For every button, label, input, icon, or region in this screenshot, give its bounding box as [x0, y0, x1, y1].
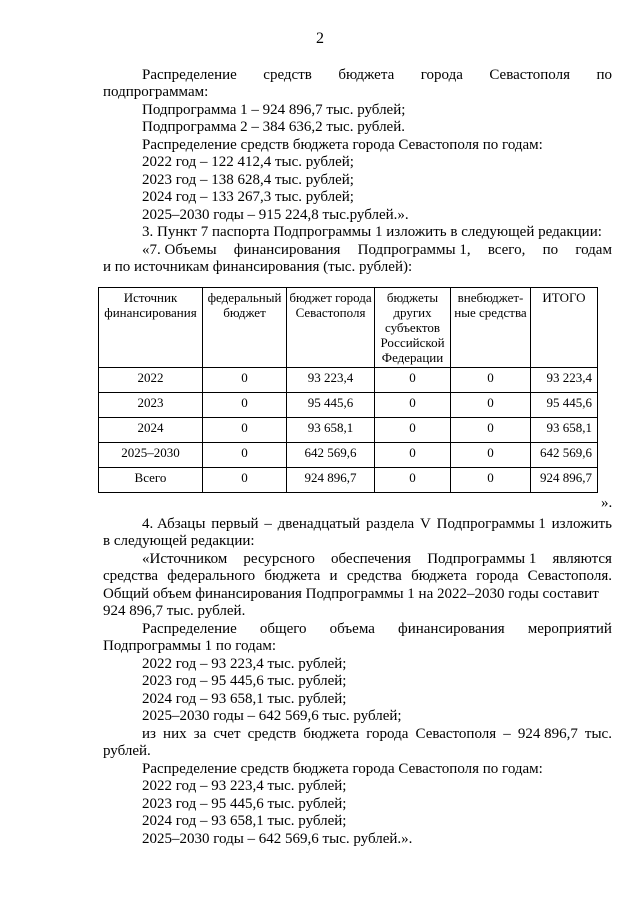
table-cell: 0 — [375, 368, 451, 393]
word: бюджета — [411, 568, 467, 584]
table-cell: 2023 — [99, 393, 203, 418]
subprogram-2-amount: Подпрограмма 2 – 384 636,2 тыс. рублей. — [142, 119, 405, 135]
word: федерального — [167, 568, 256, 584]
header-total: ИТОГО — [531, 288, 598, 368]
word: мероприятий — [527, 621, 612, 637]
word: средства — [346, 568, 402, 584]
word: Севастополя. — [527, 568, 612, 584]
total-distribution-line2: Подпрограммы 1 по годам: — [103, 638, 277, 654]
subprogram-1-amount: Подпрограмма 1 – 924 896,7 тыс. рублей; — [142, 102, 406, 118]
word: 4. Абзацы — [142, 516, 206, 532]
word: счет — [213, 726, 241, 742]
year-2023-amount: 2023 год – 138 628,4 тыс. рублей; — [142, 172, 354, 188]
word: раздела — [365, 516, 415, 532]
table-cell: 0 — [203, 368, 287, 393]
word: годам — [575, 242, 612, 258]
word: «7. Объемы — [142, 242, 217, 258]
word: – — [503, 726, 511, 742]
city-distribution-title: Распределение средств бюджета города Севастополя по годам: — [142, 761, 543, 777]
table-row — [99, 368, 598, 393]
header-extrabudgetary: внебюджет-ные средства — [451, 288, 531, 368]
total-2022: 2022 год – 93 223,4 тыс. рублей; — [142, 656, 347, 672]
word: являются — [552, 551, 612, 567]
word: Севастополя — [415, 726, 497, 742]
para-distribution-line1 — [142, 66, 612, 84]
distribution-by-years-title: Распределение средств бюджета города Севастополя по годам: — [142, 137, 543, 153]
year-2022-amount: 2022 год – 122 412,4 тыс. рублей; — [142, 154, 354, 170]
word: города — [476, 568, 519, 584]
word: – — [264, 516, 272, 532]
word: средств — [247, 726, 297, 742]
source-para-line2 — [103, 567, 612, 585]
word: и — [329, 568, 338, 584]
table-row — [99, 393, 598, 418]
table-cell: 2022 — [99, 368, 203, 393]
table-cell: 0 — [375, 443, 451, 468]
table-close-quote: ». — [601, 495, 613, 511]
word: средств — [263, 67, 312, 83]
word: средства — [103, 568, 159, 584]
source-para-line4: 924 896,7 тыс. рублей. — [103, 603, 246, 619]
year-2024-amount: 2024 год – 133 267,3 тыс. рублей; — [142, 189, 354, 205]
word: обеспечения — [330, 551, 412, 567]
word: всего, — [487, 242, 526, 258]
point-7-line2: и по источникам финансирования (тыс. рублей): — [103, 259, 413, 275]
table-cell: 93 223,4 — [531, 368, 598, 393]
word: них — [163, 726, 187, 742]
word: объема — [329, 621, 375, 637]
word: Подпрограммы 1, — [357, 242, 471, 258]
source-para-line1 — [142, 550, 612, 568]
table-cell: 0 — [375, 393, 451, 418]
word: за — [193, 726, 207, 742]
table-row — [99, 443, 598, 468]
word: финансирования — [397, 621, 505, 637]
word: V — [420, 516, 431, 532]
word: города — [366, 726, 409, 742]
point-3: 3. Пункт 7 паспорта Подпрограммы 1 изложить в следующей редакции: — [142, 224, 602, 240]
table-cell: 2024 — [99, 418, 203, 443]
table-cell: 0 — [203, 418, 287, 443]
city-2023: 2023 год – 95 445,6 тыс. рублей; — [142, 796, 347, 812]
word: Распределение — [142, 67, 237, 83]
word: города — [420, 67, 463, 83]
word: тыс. — [584, 726, 612, 742]
word: «Источником — [142, 551, 228, 567]
header-source: Источник финансирования — [99, 288, 203, 368]
table-cell: 924 896,7 — [287, 468, 375, 493]
financing-table — [98, 287, 598, 493]
page-number: 2 — [316, 30, 324, 47]
table-cell: 93 223,4 — [287, 368, 375, 393]
table-cell: 93 658,1 — [531, 418, 598, 443]
city-2024: 2024 год – 93 658,1 тыс. рублей; — [142, 813, 347, 829]
table-cell: 95 445,6 — [287, 393, 375, 418]
word: бюджета — [264, 568, 321, 584]
total-2024: 2024 год – 93 658,1 тыс. рублей; — [142, 691, 347, 707]
table-cell: 93 658,1 — [287, 418, 375, 443]
table-cell: 0 — [451, 443, 531, 468]
point-4-line1 — [142, 515, 612, 533]
para-distribution-line2: подпрограммам: — [103, 84, 209, 100]
table-cell: 924 896,7 — [531, 468, 598, 493]
city-2022: 2022 год – 93 223,4 тыс. рублей; — [142, 778, 347, 794]
word: бюджета — [338, 67, 395, 83]
table-cell: 0 — [375, 418, 451, 443]
table-cell: 0 — [451, 418, 531, 443]
table-cell: 0 — [203, 393, 287, 418]
word: из — [142, 726, 156, 742]
word: общего — [259, 621, 307, 637]
city-2025-2030: 2025–2030 годы – 642 569,6 тыс. рублей.». — [142, 831, 413, 847]
year-2025-2030-amount: 2025–2030 годы – 915 224,8 тыс.рублей.». — [142, 207, 409, 223]
point-7-line1 — [142, 241, 612, 259]
city-total-line2: рублей. — [103, 743, 151, 759]
word: Подпрограммы 1 — [436, 516, 546, 532]
source-para-line3: Общий объем финансирования Подпрограммы 1 на 2022–2030 годы составит — [103, 586, 599, 602]
word: по — [542, 242, 559, 258]
table-cell: 0 — [203, 443, 287, 468]
table-cell: 0 — [203, 468, 287, 493]
table-cell: 642 569,6 — [287, 443, 375, 468]
table-cell: 95 445,6 — [531, 393, 598, 418]
table-cell: 642 569,6 — [531, 443, 598, 468]
word: ресурсного — [243, 551, 315, 567]
word: финансирования — [233, 242, 341, 258]
table-row — [99, 468, 598, 493]
word: Севастополя — [489, 67, 570, 83]
word: Распределение — [142, 621, 237, 637]
word: по — [596, 67, 612, 83]
city-total-line1 — [142, 725, 612, 743]
header-other-subjects-budgets: бюджеты других субъектов Российской Федерации — [375, 288, 451, 368]
table-row — [99, 418, 598, 443]
table-cell: Всего — [99, 468, 203, 493]
table-cell: 0 — [375, 468, 451, 493]
total-distribution-line1 — [142, 620, 612, 638]
total-2025-2030: 2025–2030 годы – 642 569,6 тыс. рублей; — [142, 708, 402, 724]
point-4-line2: в следующей редакции: — [103, 533, 255, 549]
word: двенадцатый — [277, 516, 361, 532]
word: первый — [211, 516, 259, 532]
table-cell: 0 — [451, 368, 531, 393]
word: 924 896,7 — [517, 726, 578, 742]
word: Подпрограммы 1 — [427, 551, 537, 567]
total-2023: 2023 год – 95 445,6 тыс. рублей; — [142, 673, 347, 689]
table-header-row — [99, 288, 598, 368]
header-city-budget: бюджет города Севастополя — [287, 288, 375, 368]
word: изложить — [551, 516, 612, 532]
table-cell: 0 — [451, 468, 531, 493]
header-federal-budget: федеральный бюджет — [203, 288, 287, 368]
word: бюджета — [303, 726, 360, 742]
table-cell: 0 — [451, 393, 531, 418]
table-cell: 2025–2030 — [99, 443, 203, 468]
